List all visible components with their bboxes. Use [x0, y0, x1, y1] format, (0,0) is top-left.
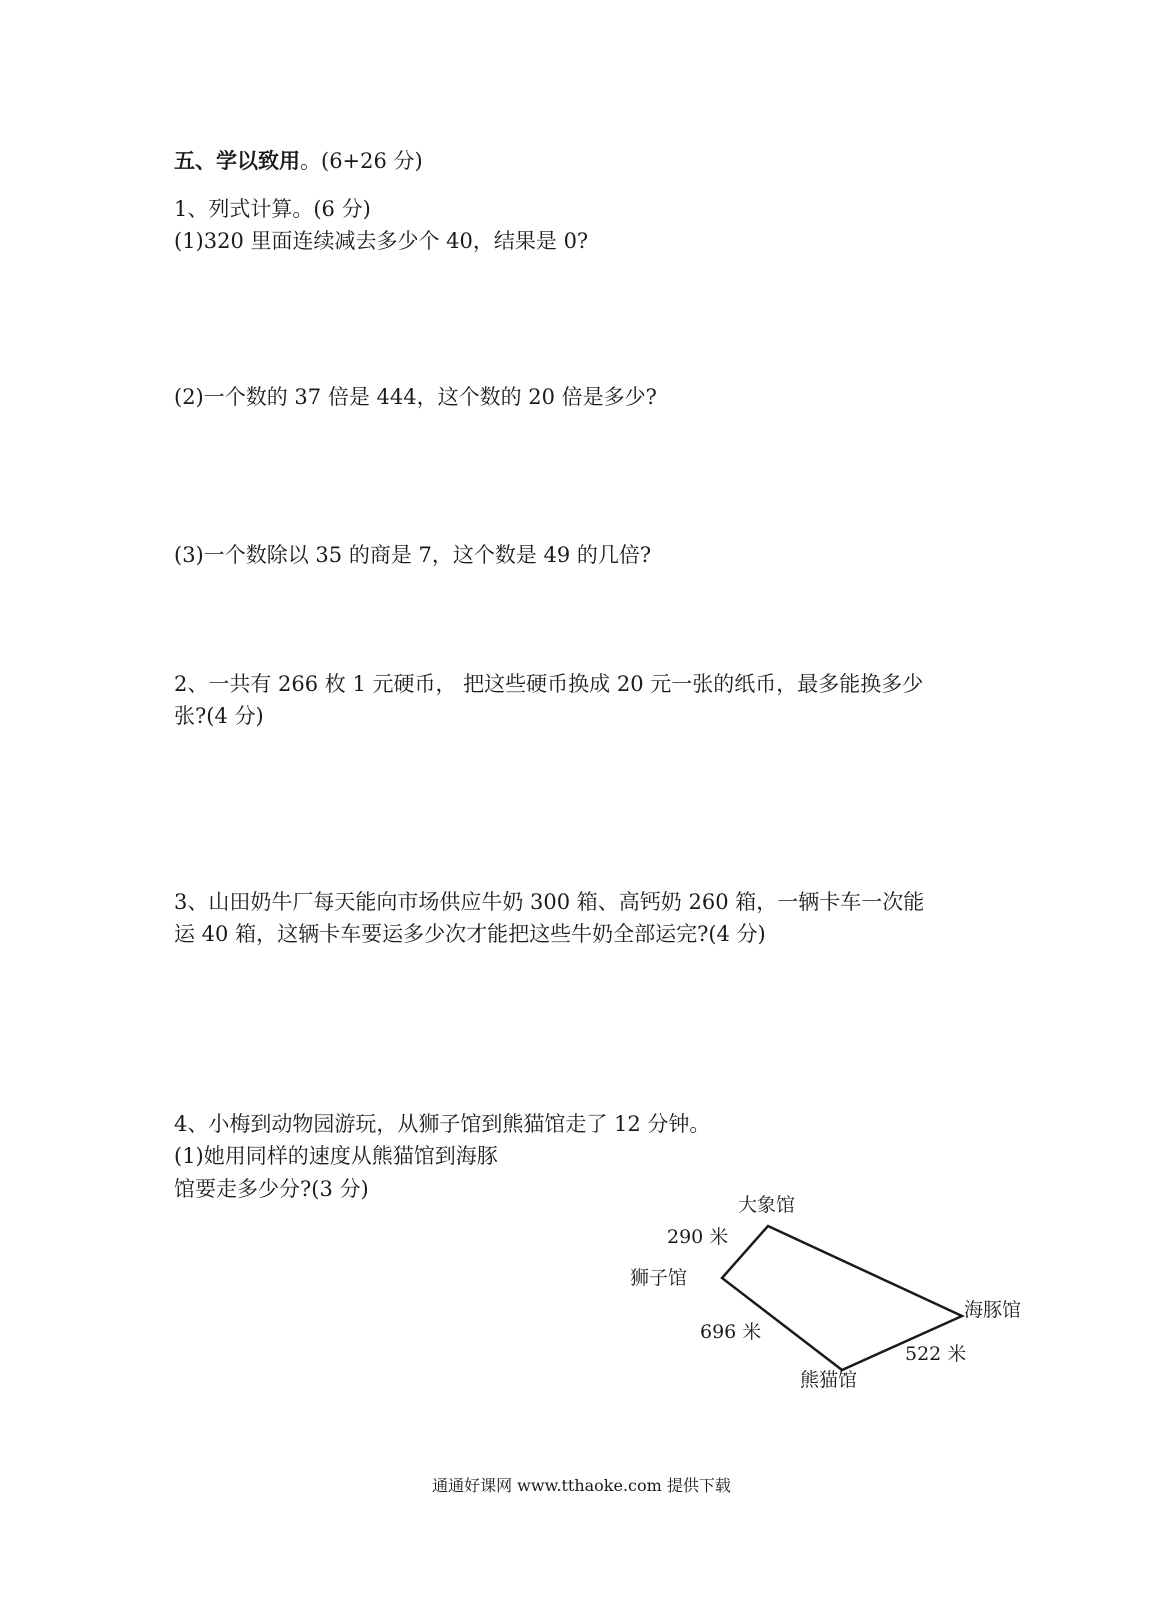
q3-line1: 3、山田奶牛厂每天能向市场供应牛奶 300 箱、高钙奶 260 箱，一辆卡车一次能: [174, 890, 925, 914]
label-elephant-house: 大象馆: [738, 1194, 796, 1216]
q1-sub2: (2)一个数的 37 倍是 444，这个数的 20 倍是多少?: [174, 385, 657, 409]
label-distance-lion-elephant: 290 米: [667, 1226, 729, 1248]
q1-sub3: (3)一个数除以 35 的商是 7，这个数是 49 的几倍?: [174, 543, 652, 567]
label-dolphin-house: 海豚馆: [964, 1299, 1022, 1321]
q4-intro: 4、小梅到动物园游玩，从狮子馆到熊猫馆走了 12 分钟。: [174, 1112, 711, 1136]
label-panda-house: 熊猫馆: [800, 1369, 858, 1391]
q3-line2: 运 40 箱，这辆卡车要运多少次才能把这些牛奶全部运完?(4 分): [174, 922, 766, 946]
q2-line2: 张?(4 分): [174, 704, 264, 728]
label-distance-panda-dolphin: 522 米: [905, 1343, 967, 1365]
page-footer: 通通好课网 www.tthaoke.com 提供下载: [432, 1476, 731, 1495]
label-lion-house: 狮子馆: [630, 1267, 688, 1289]
q4-sub1-line2: 馆要走多少分?(3 分): [174, 1177, 369, 1201]
q4-sub1-line1: (1)她用同样的速度从熊猫馆到海豚: [174, 1144, 498, 1168]
q1-title: 1、列式计算。(6 分): [174, 197, 371, 221]
section-title-main: 五、学以致用: [174, 148, 300, 173]
q2-line1: 2、一共有 266 枚 1 元硬币， 把这些硬币换成 20 元一张的纸币，最多能换多少: [174, 672, 924, 696]
label-distance-lion-panda: 696 米: [700, 1321, 762, 1343]
q1-sub1: (1)320 里面连续减去多少个 40，结果是 0?: [174, 229, 589, 253]
section-title-score: 。(6+26 分): [300, 149, 423, 173]
